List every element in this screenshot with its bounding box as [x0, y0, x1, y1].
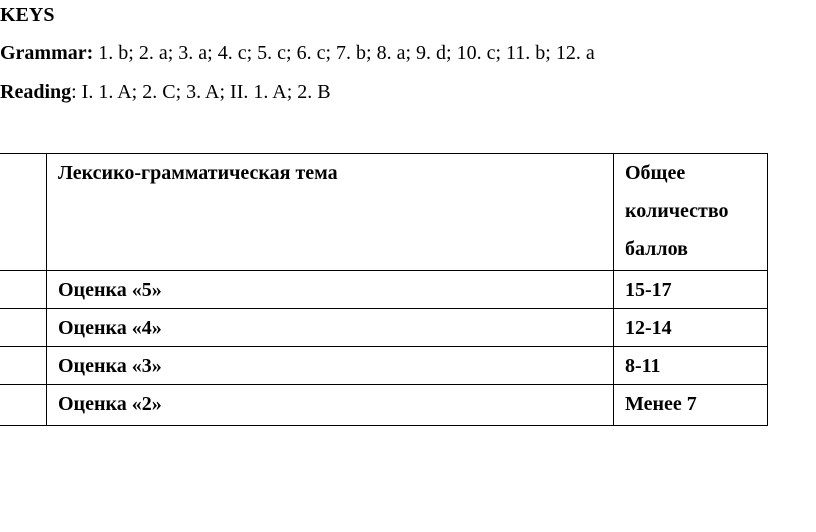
score-value: 8-11 — [625, 355, 661, 377]
table-row — [0, 271, 768, 309]
score-value: 15-17 — [625, 279, 672, 301]
table-blank-cell — [0, 271, 47, 309]
table-blank-cell — [0, 385, 47, 426]
grade-label: Оценка «2» — [58, 393, 162, 415]
grade-cell — [47, 385, 614, 426]
score-value: 12-14 — [625, 317, 672, 339]
grammar-answers-text: 1. b; 2. a; 3. a; 4. c; 5. c; 6. c; 7. b; 8. a; 9. d; 10. c; 11. b; 12. a — [93, 42, 595, 64]
grade-cell — [47, 347, 614, 385]
header-theme-cell — [47, 154, 614, 271]
grammar-answers — [0, 41, 595, 65]
table-row — [0, 309, 768, 347]
grammar-label: Grammar: — [0, 42, 94, 64]
grade-cell — [47, 271, 614, 309]
header-score-cell — [614, 154, 768, 271]
grading-table — [0, 153, 768, 426]
reading-answers-text: : I. 1. A; 2. C; 3. A; II. 1. A; 2. B — [71, 81, 331, 103]
table-blank-cell — [0, 309, 47, 347]
score-cell — [614, 309, 768, 347]
score-cell — [614, 385, 768, 426]
keys-title: KEYS — [0, 4, 55, 26]
grade-label: Оценка «4» — [58, 317, 162, 339]
table-row — [0, 385, 768, 426]
grade-label: Оценка «3» — [58, 355, 162, 377]
score-cell — [614, 271, 768, 309]
table-blank-cell — [0, 347, 47, 385]
score-cell — [614, 347, 768, 385]
table-row — [0, 347, 768, 385]
score-value: Менее 7 — [625, 393, 697, 415]
grade-label: Оценка «5» — [58, 279, 162, 301]
grade-cell — [47, 309, 614, 347]
header-score: Общее количество баллов — [625, 162, 729, 260]
header-theme: Лексико-грамматическая тема — [58, 162, 338, 184]
table-blank-cell — [0, 154, 47, 271]
table-header-row — [0, 154, 768, 271]
reading-label: Reading — [0, 81, 72, 103]
reading-answers — [0, 80, 331, 104]
